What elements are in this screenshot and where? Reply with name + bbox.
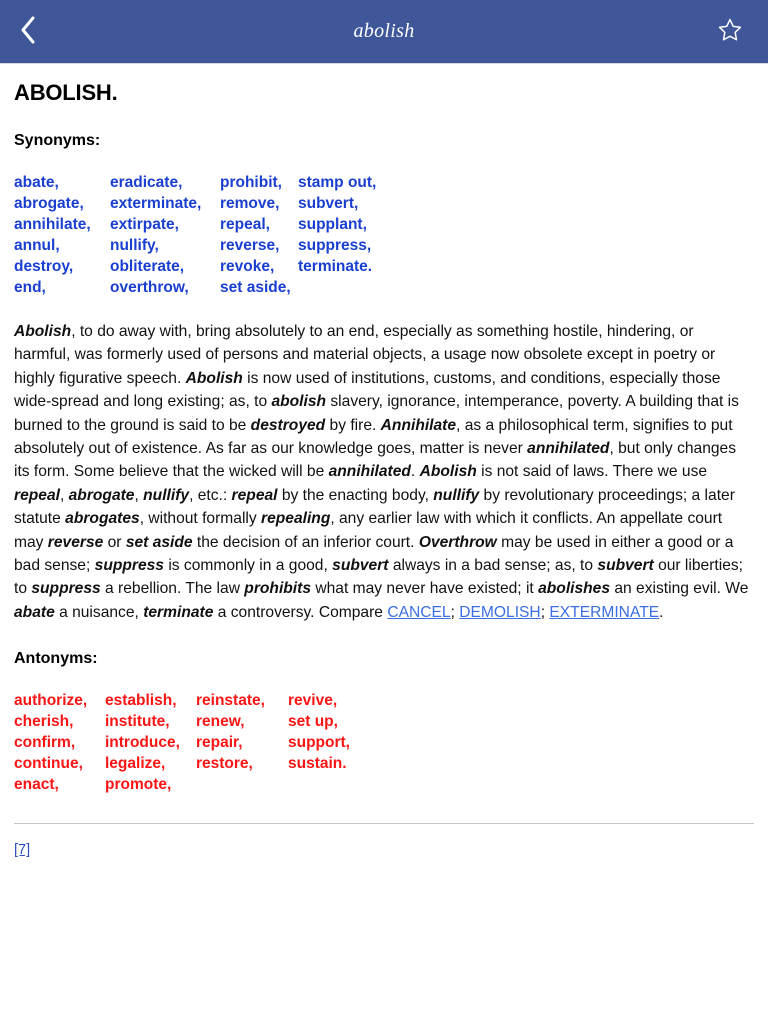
body-text-run: , any earlier law with which it conflicts. An appellate court may [14, 510, 723, 551]
synonym-word[interactable]: annihilate, [14, 216, 91, 233]
body-text-run: is not said of laws. There we use [476, 463, 708, 481]
emphasized-term: Overthrow [418, 533, 497, 551]
body-text-run: ; [540, 603, 550, 621]
emphasized-term: abate [14, 603, 55, 621]
body-text-run: , [59, 486, 69, 504]
antonym-word[interactable]: repair, [196, 734, 243, 752]
synonym-column [110, 172, 220, 298]
synonym-word[interactable]: annul, [14, 237, 60, 254]
emphasized-term: Annihilate [380, 416, 457, 434]
favorite-button[interactable] [706, 0, 754, 64]
antonyms-list [14, 690, 754, 795]
antonym-word[interactable]: institute, [105, 713, 170, 731]
back-button[interactable] [4, 0, 52, 64]
body-text-run: . [659, 603, 664, 621]
synonym-word[interactable]: abrogate, [14, 195, 84, 212]
antonym-word[interactable]: restore, [196, 755, 253, 773]
antonym-word[interactable]: confirm, [14, 734, 76, 752]
emphasized-term: repealing [261, 510, 331, 528]
antonym-word[interactable]: renew, [196, 713, 245, 731]
synonym-word[interactable]: overthrow, [110, 279, 189, 296]
antonym-word[interactable]: establish, [105, 692, 177, 710]
body-text-run: . [410, 463, 420, 481]
emphasized-term: Abolish [419, 463, 477, 481]
emphasized-term: subvert [597, 557, 654, 575]
synonym-word[interactable]: suppress, [298, 237, 372, 254]
body-text-run: our liberties; to [14, 557, 744, 598]
body-text-run: by revolutionary proceedings; a later statute [14, 486, 735, 528]
synonym-word[interactable]: reverse, [220, 237, 280, 254]
cross-reference-link[interactable]: EXTERMINATE [549, 603, 660, 621]
synonym-column [298, 172, 376, 298]
body-text-run: ; [450, 603, 460, 621]
emphasized-term: annihilated [328, 463, 411, 481]
synonym-word[interactable]: set aside, [220, 279, 291, 296]
emphasized-term: abrogates [65, 510, 140, 528]
body-text-run: , to do away with, bring absolutely to an end, especially as something hostile, hindering, or harmful, was formerly used of persons and material objects, a usage now obsolete except in poetry or highly figurative speech. [14, 323, 716, 387]
synonym-word[interactable]: subvert, [298, 195, 359, 212]
synonym-word[interactable]: supplant, [298, 216, 367, 233]
synonym-word[interactable]: extirpate, [110, 216, 179, 233]
emphasized-term: terminate [143, 603, 214, 621]
synonym-word[interactable]: remove, [220, 195, 280, 212]
body-text-run: by the enacting body, [277, 486, 434, 504]
antonym-word[interactable]: sustain. [288, 755, 347, 773]
body-text-run: always in a bad sense; as, to [388, 557, 598, 575]
synonyms-list [14, 172, 754, 298]
emphasized-term: subvert [332, 557, 389, 575]
emphasized-term: repeal [14, 486, 60, 504]
antonym-word[interactable]: revive, [288, 692, 338, 710]
body-text-run: is now used of institutions, customs, and conditions, especially those wide-spread and long existing; as, to [14, 369, 721, 411]
antonym-column [105, 690, 196, 795]
synonyms-heading: Synonyms: [14, 132, 101, 149]
chevron-left-icon [19, 15, 37, 50]
footer-divider [14, 823, 754, 824]
emphasized-term: suppress [94, 557, 164, 575]
cross-reference-link[interactable]: CANCEL [387, 603, 451, 621]
synonym-word[interactable]: obliterate, [110, 258, 185, 275]
body-text-run: , but only changes its form. Some believe that the wicked will be [14, 440, 737, 481]
body-text-run: a nuisance, [54, 603, 144, 621]
entry-content [0, 64, 768, 795]
synonym-word[interactable]: exterminate, [110, 195, 202, 212]
synonym-word[interactable]: stamp out, [298, 174, 377, 191]
body-text-run: , etc.: [189, 486, 232, 504]
emphasized-term: nullify [143, 486, 190, 504]
star-outline-icon [717, 17, 743, 48]
body-text-run: what may never have existed; it [311, 580, 539, 598]
antonym-column [196, 690, 288, 795]
emphasized-term: reverse [47, 533, 104, 551]
body-text-run: , as a philosophical term, signifies to put absolutely out of existence. As far as our knowledge goes, matter is never [14, 416, 733, 458]
emphasized-term: Abolish [185, 369, 243, 387]
antonym-word[interactable]: enact, [14, 776, 59, 794]
antonym-word[interactable]: legalize, [105, 755, 166, 773]
emphasized-term: suppress [31, 580, 101, 598]
body-text-run: slavery, ignorance, intemperance, poverty. A building that is burned to the ground is said to be [14, 393, 739, 434]
entry-headword: ABOLISH. [14, 80, 118, 105]
synonym-word[interactable]: eradicate, [110, 174, 183, 191]
synonym-word[interactable]: end, [14, 279, 46, 296]
emphasized-term: set aside [125, 533, 193, 551]
body-text-run: or [103, 533, 126, 551]
emphasized-term: nullify [433, 486, 480, 504]
antonym-word[interactable]: set up, [288, 713, 338, 731]
body-text-run: may be used in either a good or a bad sense; [14, 533, 734, 575]
synonym-word[interactable]: repeal, [220, 216, 270, 233]
body-text-run: is commonly in a good, [163, 557, 333, 575]
antonym-column [288, 690, 350, 795]
body-text-run: the decision of an inferior court. [192, 533, 419, 551]
antonym-word[interactable]: support, [288, 734, 350, 752]
body-text-run: an existing evil. We [610, 580, 749, 598]
emphasized-term: Abolish [14, 323, 72, 340]
body-text-run: by fire. [325, 416, 381, 434]
body-text-run: a controversy. Compare [213, 603, 388, 621]
page-title: abolish [353, 20, 415, 42]
synonym-column [220, 172, 298, 298]
body-text-run: , [134, 486, 144, 504]
synonym-column [14, 172, 110, 298]
app-header [0, 0, 768, 64]
antonym-word[interactable]: cherish, [14, 713, 74, 731]
emphasized-term: abolishes [538, 580, 611, 598]
emphasized-term: destroyed [250, 416, 326, 434]
synonym-word[interactable]: nullify, [110, 237, 159, 254]
emphasized-term: abolish [271, 393, 327, 411]
entry-definition [14, 320, 754, 624]
antonym-word[interactable]: reinstate, [196, 692, 265, 710]
antonym-word[interactable]: authorize, [14, 692, 88, 710]
cross-reference-link[interactable]: DEMOLISH [459, 603, 541, 621]
antonym-word[interactable]: introduce, [105, 734, 180, 752]
synonym-word[interactable]: destroy, [14, 258, 74, 275]
emphasized-term: abrogate [68, 486, 135, 504]
synonym-word[interactable]: revoke, [220, 258, 275, 275]
emphasized-term: repeal [231, 486, 278, 504]
emphasized-term: annihilated [527, 440, 610, 458]
footnote-reference-link[interactable]: [7] [14, 842, 31, 859]
antonym-column [14, 690, 105, 795]
synonym-word[interactable]: abate, [14, 174, 59, 191]
antonym-word[interactable]: promote, [105, 776, 172, 794]
synonym-word[interactable]: terminate. [298, 258, 373, 275]
antonyms-heading: Antonyms: [14, 650, 98, 668]
synonym-word[interactable]: prohibit, [220, 174, 282, 191]
antonym-word[interactable]: continue, [14, 755, 83, 773]
body-text-run: a rebellion. The law [100, 580, 245, 598]
emphasized-term: prohibits [244, 580, 311, 598]
body-text-run: , without formally [139, 510, 262, 528]
